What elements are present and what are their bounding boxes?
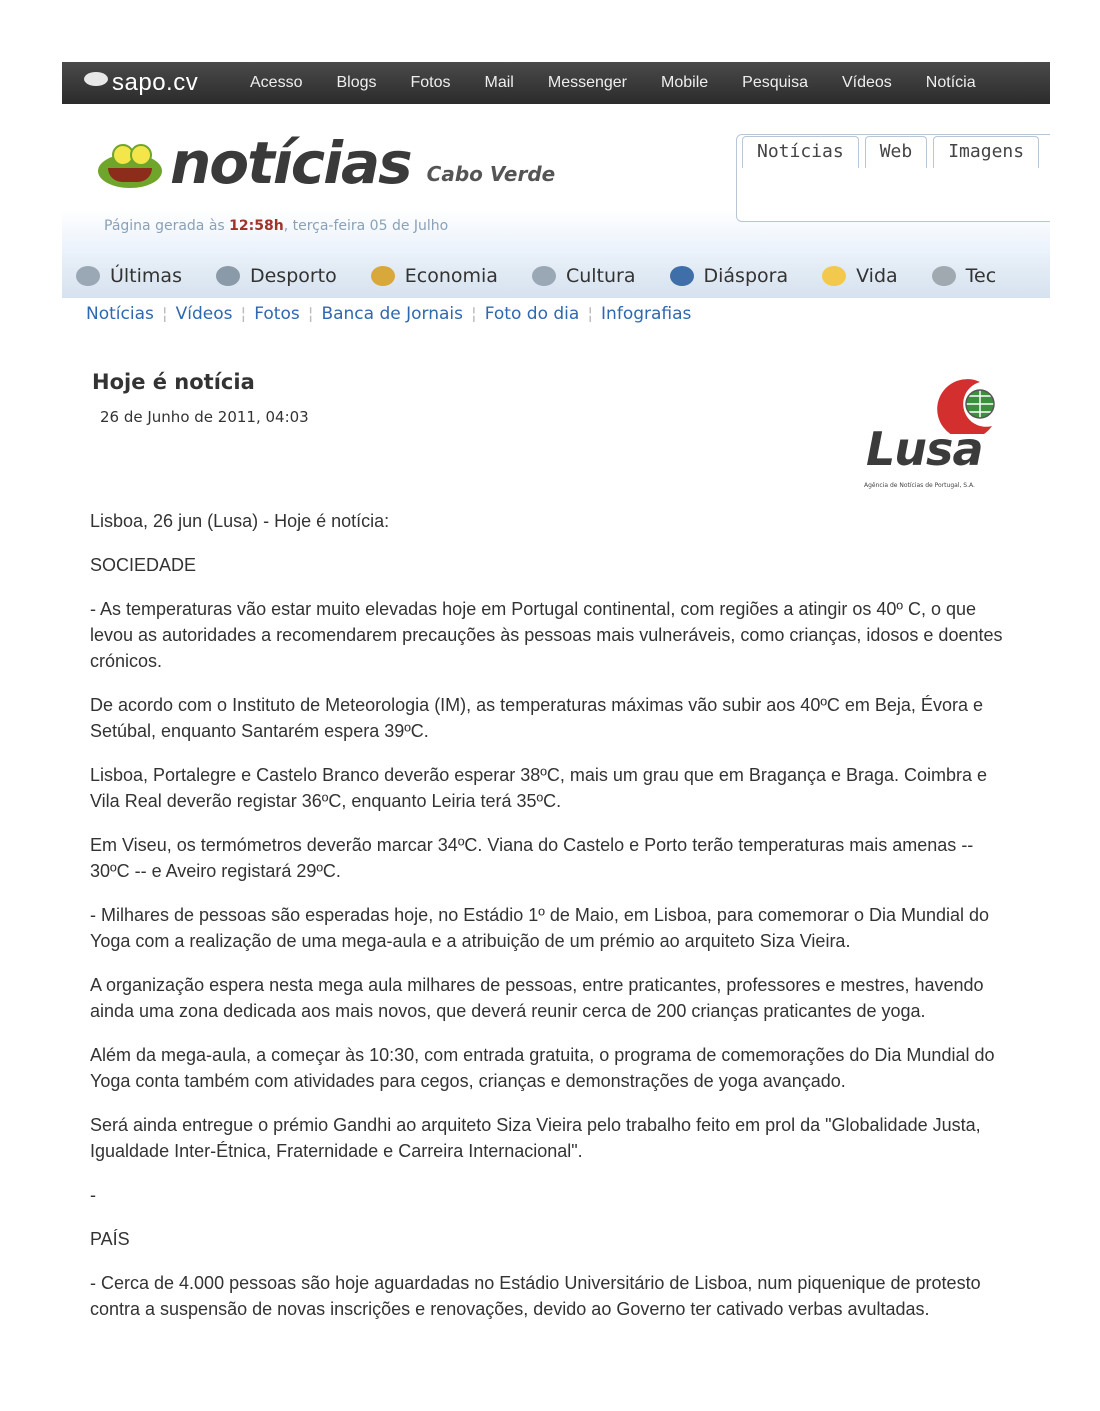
subnav-videos[interactable]: Vídeos (175, 304, 233, 324)
article-date: 26 de Junho de 2011, 04:03 (100, 408, 309, 426)
category-label: Últimas (110, 265, 182, 287)
frog-logo-icon (98, 144, 162, 186)
article-body (90, 508, 1010, 1340)
topnav-pesquisa[interactable]: Pesquisa (742, 74, 808, 91)
search-tab-imagens[interactable]: Imagens (933, 136, 1039, 168)
search-tab-noticias[interactable]: Notícias (742, 136, 859, 168)
category-economia[interactable] (371, 265, 498, 287)
star-icon (822, 266, 846, 286)
top-bar (62, 62, 1050, 104)
subnav-banca-de-jornais[interactable]: Banca de Jornais (321, 304, 463, 324)
logo-title: notícias (170, 129, 411, 197)
lusa-tagline: Agência de Notícias de Portugal, S.A. (864, 482, 975, 489)
article-title: Hoje é notícia (92, 370, 255, 394)
paragraph: Além da mega-aula, a começar às 10:30, com entrada gratuita, o programa de comemorações do Dia Mundial do Yoga conta também com atividades para cegos, crianças e demonstrações de yoga avançado. (90, 1045, 995, 1091)
category-ultimas[interactable] (76, 265, 182, 287)
paragraph: - Cerca de 4.000 pessoas são hoje aguardadas no Estádio Universitário de Lisboa, num piquenique de protesto contra a suspensão de novas inscrições e renovações, devido ao Governo ter cativado verbas avultadas. (90, 1273, 981, 1319)
logo-subtitle: Cabo Verde (426, 162, 556, 186)
generated-suffix: , terça-feira 05 de Julho (283, 218, 449, 234)
topnav-messenger[interactable]: Messenger (547, 74, 628, 91)
subnav-fotos[interactable]: Fotos (254, 304, 300, 324)
paragraph: Lisboa, 26 jun (Lusa) - Hoje é notícia: (90, 511, 390, 531)
generated-prefix: Página gerada às (104, 218, 230, 234)
subnav-foto-do-dia[interactable]: Foto do dia (484, 304, 580, 324)
category-vida[interactable] (822, 265, 898, 287)
topnav-noticias[interactable]: Notícia (925, 74, 976, 91)
search-tabs (742, 136, 1039, 168)
category-label: Vida (856, 265, 898, 287)
paragraph: De acordo com o Instituto de Meteorologia (IM), as temperaturas máximas vão subir aos 40ºC em Beja, Évora e Setúbal, enquanto Santarém espera 39ºC. (90, 695, 983, 741)
topnav-mail[interactable]: Mail (484, 74, 514, 91)
category-label: Economia (404, 265, 498, 287)
brand-text: sapo.cv (112, 69, 199, 96)
lusa-wordmark: Lusa (866, 422, 983, 476)
paragraph: PAÍS (90, 1229, 130, 1249)
paragraph: A organização espera nesta mega aula milhares de pessoas, entre praticantes, professores e mestres, havendo ainda uma zona dedicada aos mais novos, que deverá reunir cerca de 200 crianças praticantes de yoga. (90, 975, 984, 1021)
category-tec[interactable] (932, 265, 997, 287)
topnav-blogs[interactable]: Blogs (336, 74, 377, 91)
category-diaspora[interactable] (670, 265, 789, 287)
page (62, 62, 1050, 1362)
tech-icon (932, 266, 956, 286)
category-label: Diáspora (703, 265, 789, 287)
category-label: Desporto (249, 265, 337, 287)
sapo-brand[interactable] (84, 68, 198, 98)
generated-time-line (104, 218, 448, 234)
subnav-infografias[interactable]: Infografias (601, 304, 692, 324)
category-bar (62, 254, 1050, 298)
top-nav (250, 62, 1010, 104)
paragraph: SOCIEDADE (90, 555, 197, 575)
topnav-videos[interactable]: Vídeos (841, 74, 892, 91)
site-header (62, 104, 1050, 254)
paragraph: - (90, 1185, 96, 1205)
sub-nav: Notícias ¦ Vídeos ¦ Fotos ¦ Banca de Jornais ¦ Foto do dia ¦ Infografias (86, 304, 692, 324)
paragraph: Será ainda entregue o prémio Gandhi ao arquiteto Siza Vieira pelo trabalho feito em prol da "Globalidade Justa, Igualdade Inter-Étnica, Fraternidade e Carreira Internacional". (90, 1115, 981, 1161)
generated-time: 12:58h (229, 218, 284, 234)
subnav-noticias[interactable]: Notícias (86, 304, 154, 324)
noticias-logo[interactable] (98, 129, 556, 197)
sapo-frog-icon (84, 72, 108, 86)
money-bag-icon (371, 266, 395, 286)
paragraph: - As temperaturas vão estar muito elevadas hoje em Portugal continental, com regiões a atingir os 40º C, o que levou as autoridades a recomendarem precauções às pessoas mais vulneráveis, como crianças, idosos e doentes crónicos. (90, 599, 1003, 671)
category-desporto[interactable] (216, 265, 337, 287)
topnav-mobile[interactable]: Mobile (661, 74, 709, 91)
paragraph: - Milhares de pessoas são esperadas hoje, no Estádio 1º de Maio, em Lisboa, para comemorar o Dia Mundial do Yoga com a realização de uma mega-aula e a atribuição de um prémio ao arquiteto Siza Vieira. (90, 905, 990, 951)
lusa-logo (862, 374, 1012, 494)
category-cultura[interactable] (532, 265, 636, 287)
culture-icon (532, 266, 556, 286)
search-tab-web[interactable]: Web (865, 136, 928, 168)
ultimas-icon (76, 266, 100, 286)
category-label: Cultura (565, 265, 636, 287)
paragraph: Em Viseu, os termómetros deverão marcar 34ºC. Viana do Castelo e Porto terão temperaturas mais amenas -- 30ºC -- e Aveiro registará 29ºC. (90, 835, 974, 881)
topnav-fotos[interactable]: Fotos (410, 74, 451, 91)
globe-icon (670, 266, 694, 286)
paragraph: Lisboa, Portalegre e Castelo Branco deverão esperar 38ºC, mais um grau que em Bragança e Braga. Coimbra e Vila Real deverão registar 36ºC, enquanto Leiria terá 35ºC. (90, 765, 988, 811)
topnav-acesso[interactable]: Acesso (250, 74, 303, 91)
category-label: Tec (965, 265, 997, 287)
football-icon (216, 266, 240, 286)
